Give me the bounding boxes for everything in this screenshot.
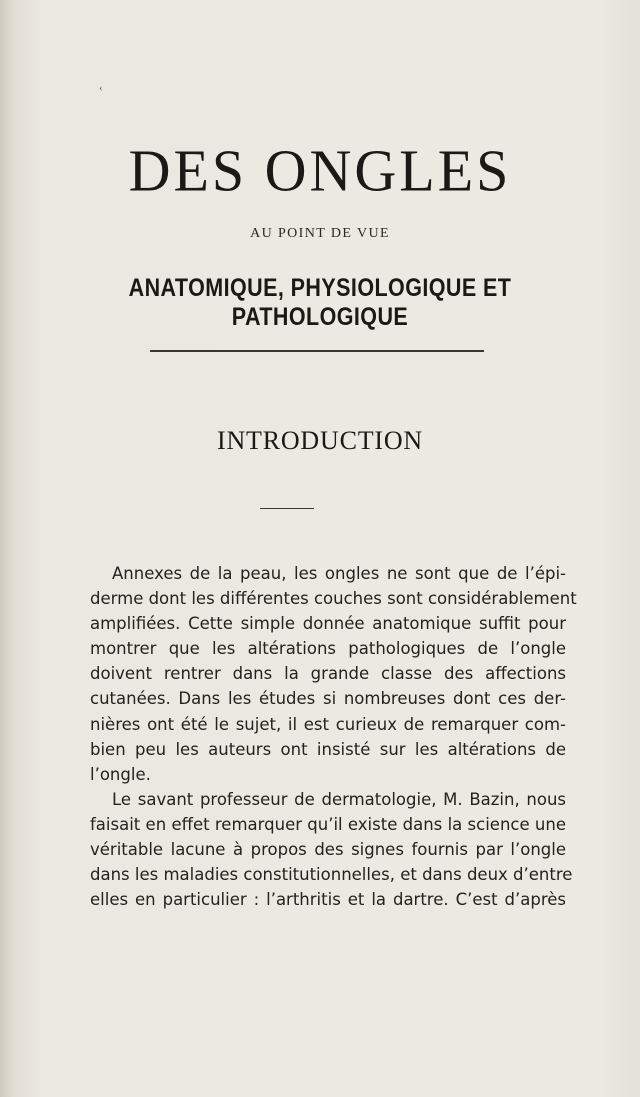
book-title: DES ONGLES bbox=[128, 137, 512, 204]
text-line: Le savant professeur de dermatologie, M. Bazin, nous bbox=[112, 789, 566, 809]
text-line: derme dont les différentes couches sont considérablement bbox=[90, 589, 577, 609]
body-text bbox=[90, 561, 577, 912]
text-line: cutanées. Dans les études si nombreuses dont ces der- bbox=[90, 689, 566, 709]
section-divider-rule bbox=[260, 508, 314, 509]
text-line: faisait en effet remarquer qu’il existe dans la science une bbox=[90, 814, 566, 834]
text-line: véritable lacune à propos des signes fournis par l’ongle bbox=[90, 840, 566, 860]
paragraph-2 bbox=[90, 787, 573, 912]
text-line: doivent rentrer dans la grande classe des affections bbox=[90, 664, 566, 684]
subtitle-large: ANATOMIQUE, PHYSIOLOGIQUE ET PATHOLOGIQUE bbox=[128, 274, 512, 331]
page-mark: ‹ bbox=[99, 82, 103, 94]
title-divider-rule bbox=[150, 350, 484, 352]
text-line: amplifiées. Cette simple donnée anatomique suffit pour bbox=[90, 614, 566, 634]
text-line: l’ongle. bbox=[90, 764, 151, 784]
subtitle-small: AU POINT DE VUE bbox=[250, 226, 390, 241]
text-line: dans les maladies constitutionnelles, et dans deux d’entre bbox=[90, 865, 573, 885]
text-line: nières ont été le sujet, il est curieux de remarquer com- bbox=[90, 714, 566, 734]
paragraph-1 bbox=[90, 561, 577, 787]
text-line: bien peu les auteurs ont insisté sur les altérations de bbox=[90, 739, 566, 759]
section-title: INTRODUCTION bbox=[216, 426, 424, 455]
text-line: Annexes de la peau, les ongles ne sont que de l’épi- bbox=[112, 564, 566, 583]
text-line: elles en particulier : l’arthritis et la dartre. C’est d’après bbox=[90, 890, 566, 910]
text-line: montrer que les altérations pathologiques de l’ongle bbox=[90, 639, 566, 659]
